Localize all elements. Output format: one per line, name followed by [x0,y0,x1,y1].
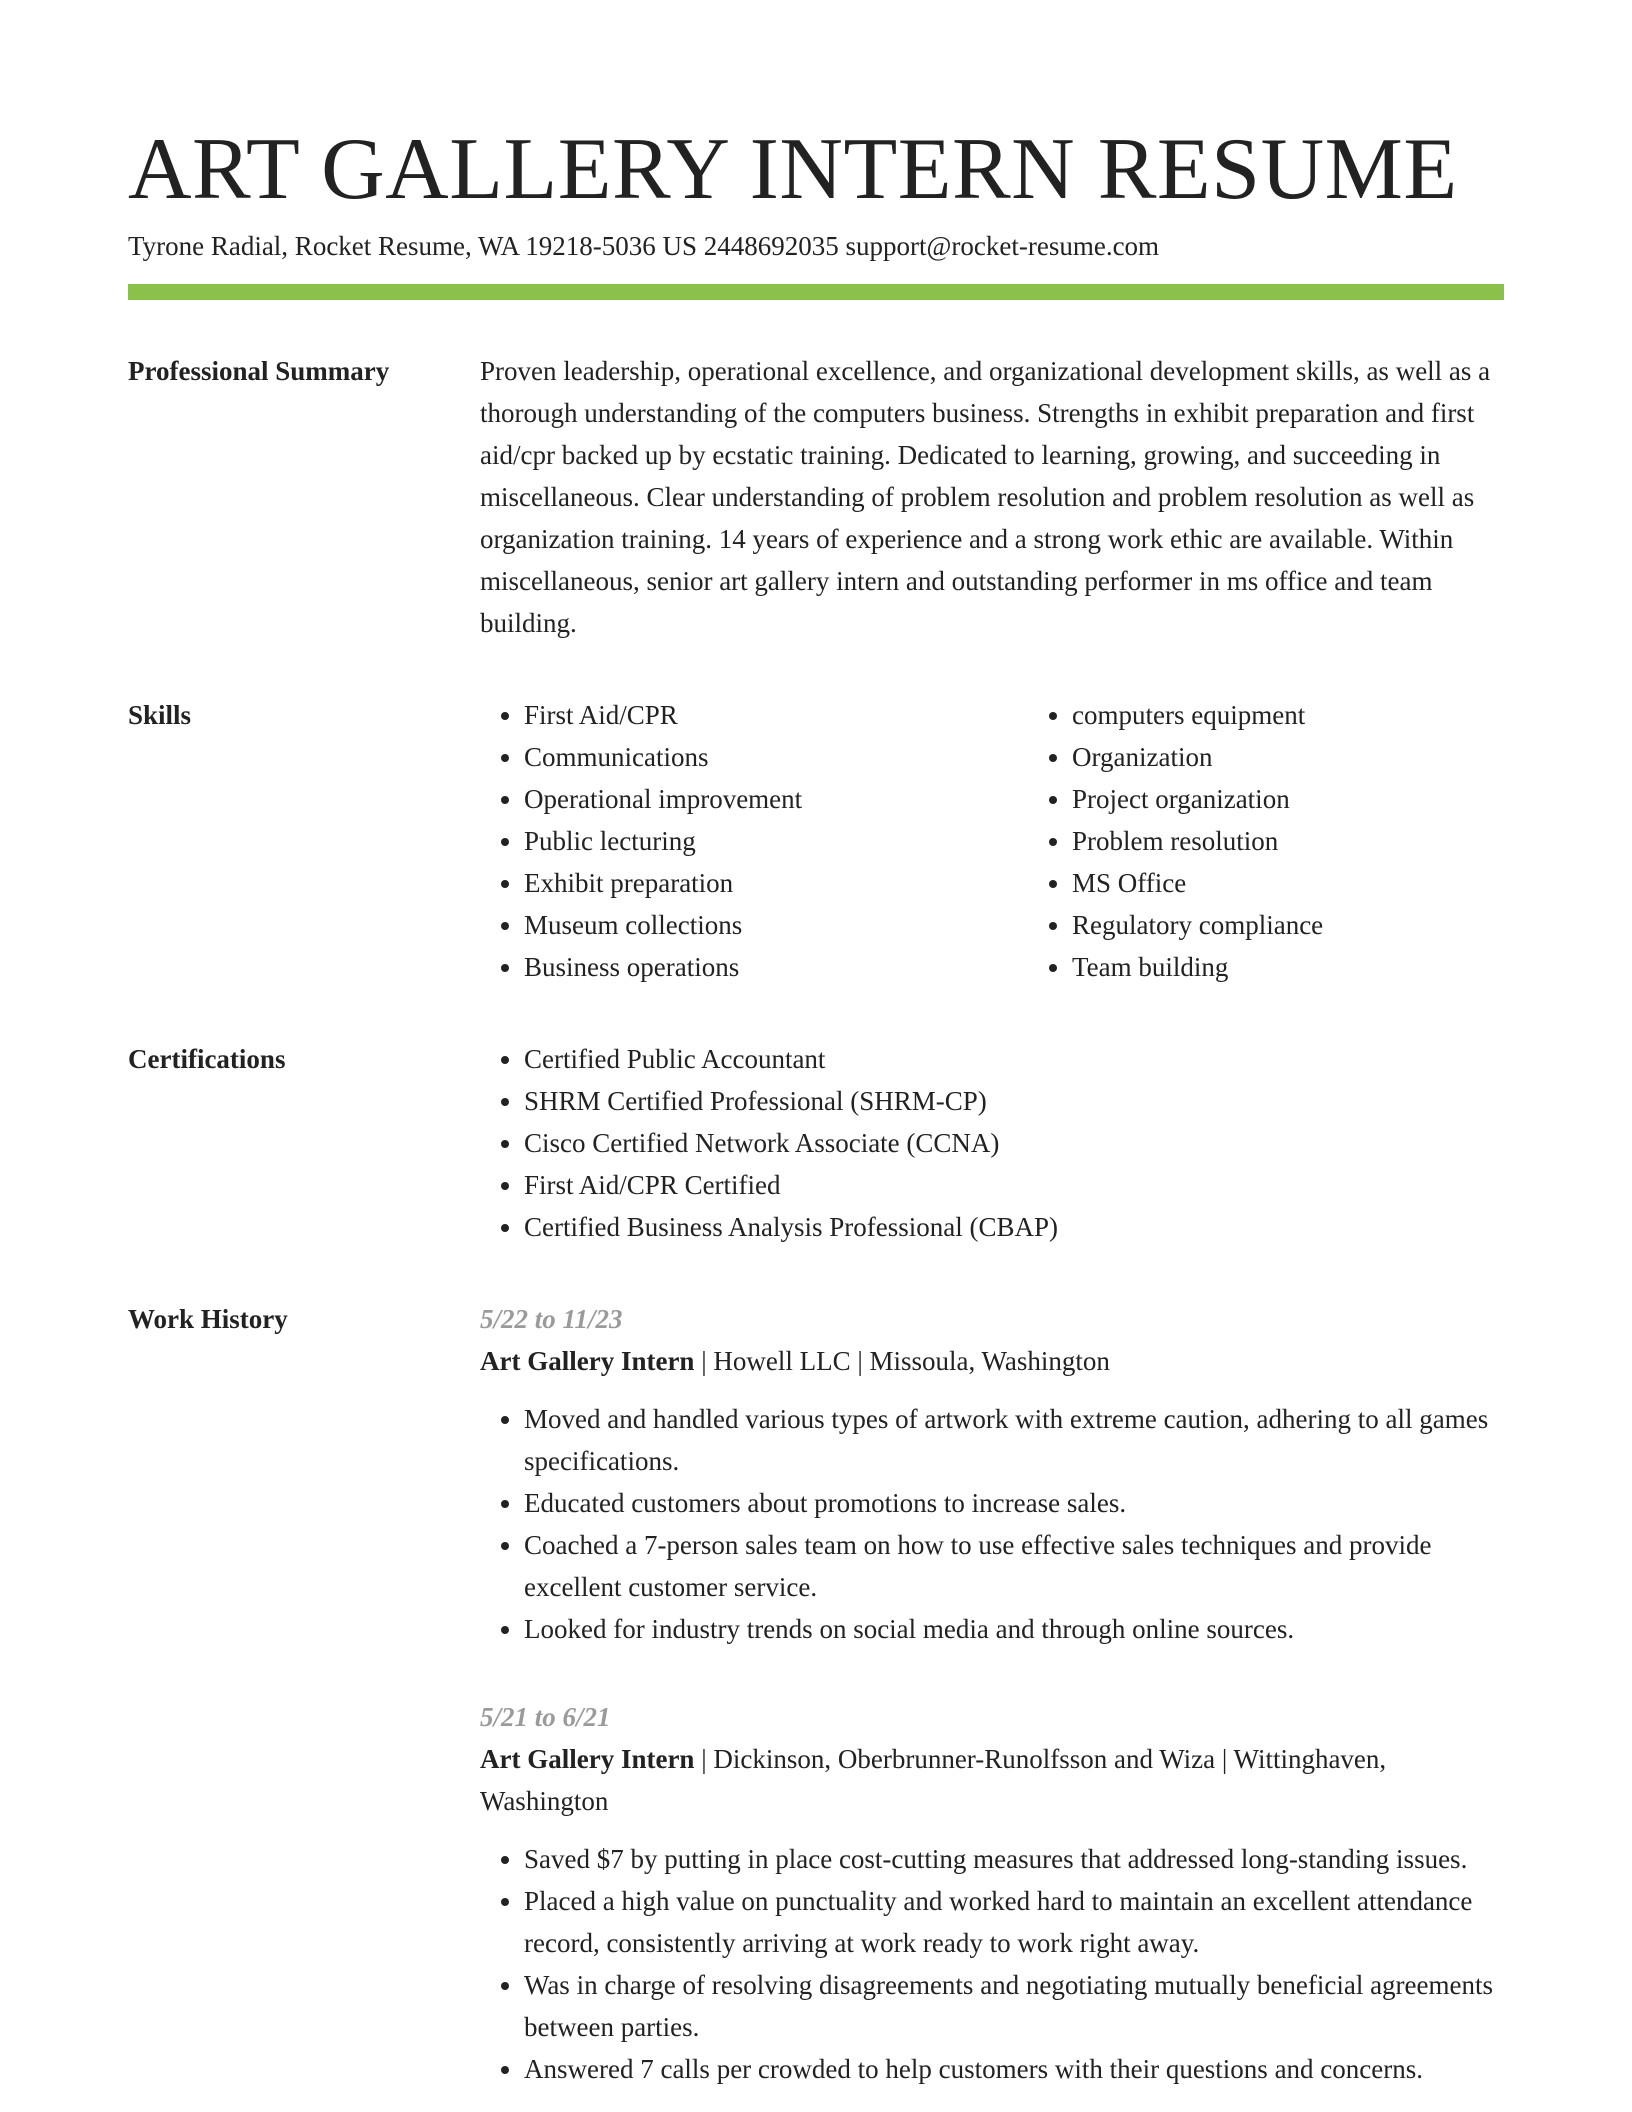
job-heading [480,1340,1504,1382]
skill-item: • Museum collections [524,904,1028,946]
skill-item: • Public lecturing [524,820,1028,862]
skills-section [128,694,1504,988]
job-title: Art Gallery Intern [480,1744,695,1774]
job-employer-location: | Howell LLC | Missoula, Washington [694,1346,1110,1376]
job-employer-location: | Dickinson, Oberbrunner-Runolfsson and Wiza | Wittinghaven, Washington [480,1744,1387,1816]
certification-item: • Certified Business Analysis Professional (CBAP) [524,1206,1504,1248]
skill-item: • Problem resolution [1072,820,1576,862]
job-bullet: • Moved and handled various types of artwork with extreme caution, adhering to all games specifications. [524,1398,1504,1482]
certification-item: • Certified Public Accountant [524,1038,1504,1080]
job-bullet: • Placed a high value on punctuality and worked hard to maintain an excellent attendance record, consistently arriving at work ready to work right away. [524,1880,1504,1964]
certification-item: • First Aid/CPR Certified [524,1164,1504,1206]
skill-item: • Project organization [1072,778,1576,820]
job-bullet: • Educated customers about promotions to increase sales. [524,1482,1504,1524]
contact-line: Tyrone Radial, Rocket Resume, WA 19218-5036 US 2448692035 support@rocket-resume.com [128,231,1160,261]
section-label-work-history: Work History [128,1304,288,1334]
skill-item: • Regulatory compliance [1072,904,1576,946]
job-entry [480,1298,1504,1650]
resume-page [128,120,1504,2090]
certification-item: • Cisco Certified Network Associate (CCNA) [524,1122,1504,1164]
header-divider [128,284,1504,300]
certifications-section [128,1038,1504,1248]
skill-item: • First Aid/CPR [524,694,1028,736]
job-bullets [480,1838,1504,2090]
job-bullet: • Answered 7 calls per crowded to help customers with their questions and concerns. [524,2048,1504,2090]
page-title: ART GALLERY INTERN RESUME [128,121,1458,218]
job-dates: 5/22 to 11/23 [480,1304,623,1334]
skill-item: • MS Office [1072,862,1576,904]
skill-item: • Exhibit preparation [524,862,1028,904]
skill-item: • Operational improvement [524,778,1028,820]
job-entry [480,1696,1504,2090]
skills-list-left [480,694,1028,988]
section-label-skills: Skills [128,700,192,730]
work-history-section [128,1298,1504,2090]
job-title: Art Gallery Intern [480,1346,695,1376]
skill-item: • Team building [1072,946,1576,988]
skill-item: • Organization [1072,736,1576,778]
job-dates: 5/21 to 6/21 [480,1702,611,1732]
certifications-list [480,1038,1504,1248]
job-bullet: • Saved $7 by putting in place cost-cutting measures that addressed long-standing issues. [524,1838,1504,1880]
job-bullet: • Was in charge of resolving disagreements and negotiating mutually beneficial agreements between parties. [524,1964,1504,2048]
summary-text: Proven leadership, operational excellence, and organizational development skills, as well as a thorough understanding of the computers business. Strengths in exhibit preparation and first aid/cpr backed up by ecstatic training. Dedicated to learning, growing, and succeeding in miscellaneous. Clear understanding of problem resolution and problem resolution as well as organization training. 14 years of experience and a strong work ethic are available. Within miscellaneous, senior art gallery intern and outstanding performer in ms office and team building. [480,356,1491,638]
section-label-summary: Professional Summary [128,356,390,386]
certification-item: • SHRM Certified Professional (SHRM-CP) [524,1080,1504,1122]
summary-section [128,350,1504,644]
section-label-certifications: Certifications [128,1044,286,1074]
job-heading [480,1738,1504,1822]
job-bullet: • Coached a 7-person sales team on how to use effective sales techniques and provide excellent customer service. [524,1524,1504,1608]
job-bullet: • Looked for industry trends on social media and through online sources. [524,1608,1504,1650]
skills-list-right [1028,694,1576,988]
job-bullets [480,1398,1504,1650]
skill-item: • Business operations [524,946,1028,988]
skill-item: • Communications [524,736,1028,778]
skill-item: • computers equipment [1072,694,1576,736]
